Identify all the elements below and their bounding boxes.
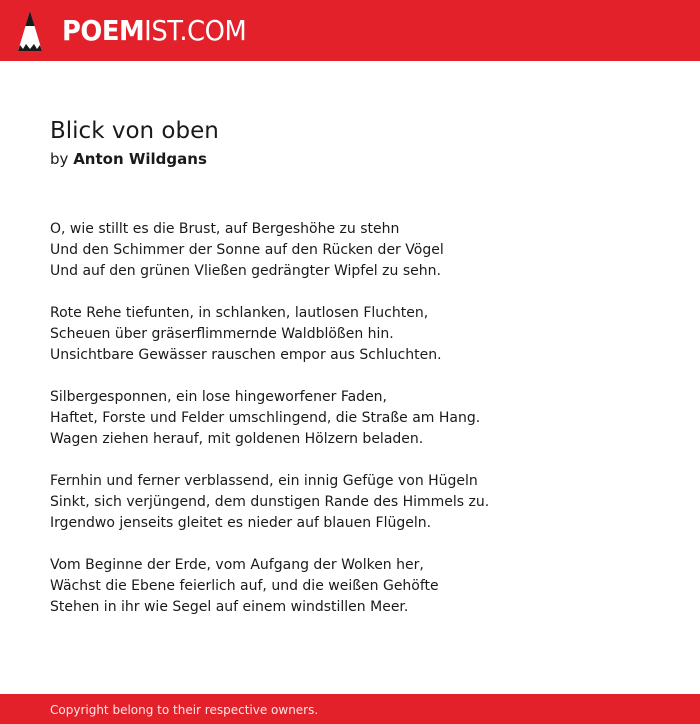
copyright-text: Copyright belong to their respective owners. [50, 703, 319, 717]
site-logo-text [62, 9, 246, 53]
byline-prefix: by [50, 150, 69, 168]
poem-line: Stehen in ihr wie Segel auf einem windstillen Meer. [50, 599, 409, 615]
pencil-icon [17, 10, 43, 52]
poem-stanza [50, 303, 670, 366]
poem-stanza [50, 387, 670, 450]
poem-stanza [50, 555, 670, 618]
poem-title: Blick von oben [50, 118, 219, 144]
poem-line: Sinkt, sich verjüngend, dem dunstigen Rande des Himmels zu. [50, 494, 490, 510]
poem-line: Haftet, Forste und Felder umschlingend, die Straße am Hang. [50, 410, 481, 426]
poem-line: Wächst die Ebene feierlich auf, und die weißen Gehöfte [50, 578, 439, 594]
poem-stanza [50, 471, 670, 534]
poem-line: Und auf den grünen Vließen gedrängter Wipfel zu sehn. [50, 263, 441, 279]
poem-line: Silbergesponnen, ein lose hingeworfener Faden, [50, 389, 388, 405]
logo-light-part: IST.COM [144, 14, 247, 47]
poem-line: Vom Beginne der Erde, vom Aufgang der Wolken her, [50, 557, 424, 573]
site-footer [0, 694, 700, 724]
poem-line: O, wie stillt es die Brust, auf Bergeshöhe zu stehn [50, 221, 400, 237]
poem-line: Und den Schimmer der Sonne auf den Rücken der Vögel [50, 242, 444, 258]
poem-line: Wagen ziehen herauf, mit goldenen Hölzern beladen. [50, 431, 424, 447]
poem-body [50, 219, 670, 639]
logo-bold-part: POEM [62, 14, 145, 47]
poem-stanza [50, 219, 670, 282]
poem-line: Scheuen über gräserflimmernde Waldblößen hin. [50, 326, 394, 342]
poem-byline [50, 148, 207, 170]
site-header [0, 0, 700, 61]
poem-line: Irgendwo jenseits gleitet es nieder auf blauen Flügeln. [50, 515, 432, 531]
author-link[interactable]: Anton Wildgans [73, 150, 207, 168]
poem-line: Rote Rehe tiefunten, in schlanken, lautlosen Fluchten, [50, 305, 429, 321]
site-logo-link[interactable] [17, 9, 262, 53]
poem-line: Unsichtbare Gewässer rauschen empor aus Schluchten. [50, 347, 442, 363]
poem-line: Fernhin und ferner verblassend, ein innig Gefüge von Hügeln [50, 473, 478, 489]
